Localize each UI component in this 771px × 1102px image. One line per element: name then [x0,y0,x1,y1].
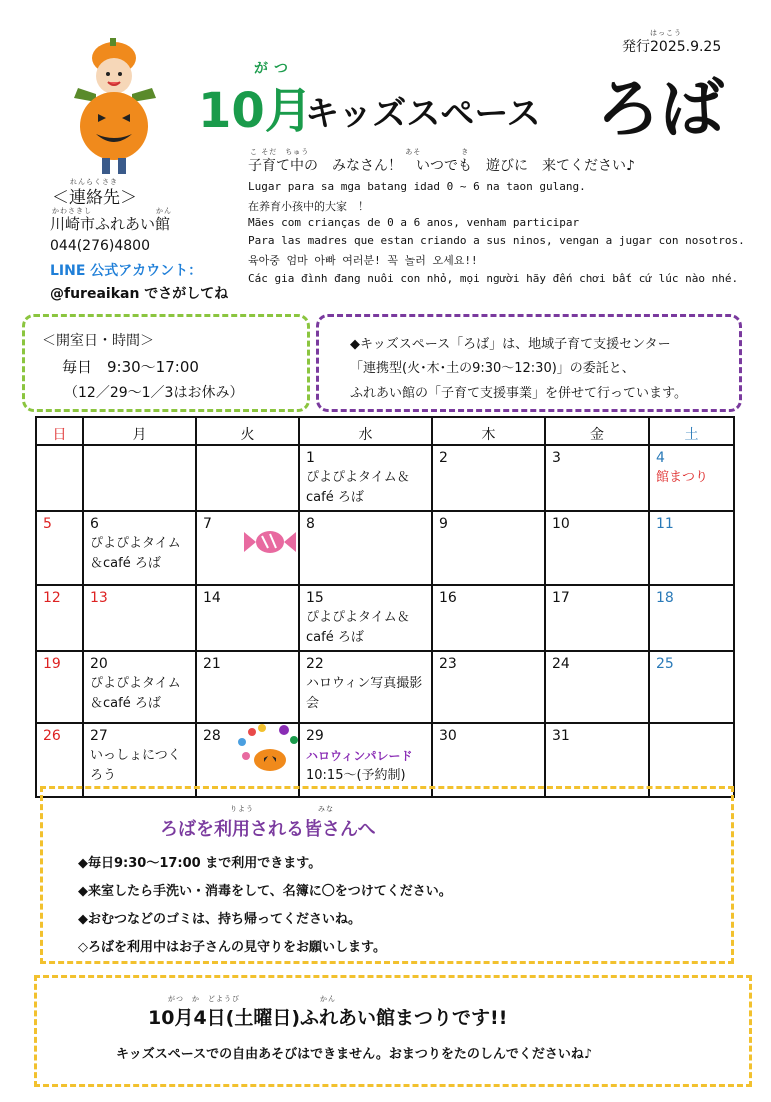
festival-title: 10月4日(土曜日)ふれあい館まつりです!! [148,1007,508,1029]
info-line-3: ふれあい館の「子育て支援事業」を併せて行っています。 [350,386,687,401]
day-number: 28 [203,728,221,744]
day-number: 5 [43,516,52,532]
calendar-day-cell [196,651,299,723]
day-number: 26 [43,728,61,744]
day-number: 3 [552,450,561,466]
calendar-table [35,416,735,798]
weekday-sun: 日 [36,417,83,445]
day-event: ハロウィンパレード [306,749,413,763]
calendar-day-cell [196,445,299,511]
day-number: 7 [203,516,212,532]
day-event: ぴよぴよタイム＆café ろば [306,470,410,505]
issue-date: 発行2025.9.25 [622,39,722,55]
rules-title: ろばを利用される皆さんへ [160,819,376,840]
calendar-day-cell [83,651,196,723]
calendar-day-cell [299,511,432,585]
calendar-day-cell [432,445,545,511]
contact-place: 川崎市ふれあい館 [50,215,171,233]
festival-box [34,975,752,1087]
calendar-day-cell [36,445,83,511]
weekday-header-row [36,417,734,445]
day-number: 16 [439,590,457,606]
title-month: 10月 [198,83,313,139]
candy-illustration [242,524,298,560]
calendar-day-cell [649,585,734,651]
weekday-tue: 火 [196,417,299,445]
day-number: 6 [90,516,99,532]
calendar-day-cell [196,585,299,651]
hours-title: ＜開室日・時間＞ [42,333,154,349]
calendar-day-cell [432,511,545,585]
calendar-day-cell [299,445,432,511]
day-number: 17 [552,590,570,606]
contact-phone: 044(276)4800 [50,238,150,254]
weekday-mon: 月 [83,417,196,445]
info-line-1: ◆キッズスペース「ろば」は、地域子育て支援センター [350,337,671,352]
calendar-week-row [36,585,734,651]
title-roba: ろば [596,73,724,147]
day-number: 4 [656,450,665,466]
calendar-day-cell [299,651,432,723]
greeting-korean: 육아중 엄마 아빠 여러분! 꼭 놀러 오세요!! [248,254,478,267]
day-number: 20 [90,656,108,672]
calendar-day-cell [36,651,83,723]
rule-item-3: ◆おむつなどのゴミは、持ち帰ってくださいね。 [78,912,361,927]
pumpkin-child-illustration [68,38,160,178]
weekday-thu: 木 [432,417,545,445]
calendar-day-cell [649,511,734,585]
calendar-day-cell [649,651,734,723]
day-number: 21 [203,656,221,672]
day-number: 2 [439,450,448,466]
day-event: ハロウィン写真撮影会 [306,676,423,711]
calendar-day-cell [545,445,649,511]
issue-ruby: はっこう [650,29,682,37]
day-number: 11 [656,516,674,532]
hours-every-day: 毎日 9:30〜17:00 [62,358,199,376]
day-event: 館まつり [656,470,709,485]
greeting-spanish: Para las madres que estan criando a sus ninos, vengan a jugar con nosotros. [248,234,745,247]
day-number: 14 [203,590,221,606]
calendar-day-cell [545,585,649,651]
festival-note: キッズスペースでの自由あそびはできません。おまつりをたのしんでくださいね♪ [116,1047,593,1062]
line-account-id: @fureaikan でさがしてね [50,286,229,302]
day-event: ぴよぴよタイム＆café ろば [90,676,181,711]
day-number: 25 [656,656,674,672]
greeting-chinese: 在养育小孩中的大家 ！ [248,200,369,213]
calendar-day-cell [432,651,545,723]
title-main: キッズスペース [305,94,541,134]
title-ruby: がつ [254,61,294,77]
day-number: 29 [306,728,324,744]
line-account-label: LINE 公式アカウント： [50,263,203,279]
rule-item-2: ◆来室したら手洗い・消毒をして、名簿に〇をつけてください。 [78,884,452,899]
day-event: ぴよぴよタイム＆café ろば [306,610,410,645]
calendar-day-cell [545,651,649,723]
greeting-portuguese: Mães com crianças de 0 a 6 anos, venham participar [248,216,580,229]
day-number: 10 [552,516,570,532]
calendar-week-row [36,445,734,511]
day-number: 24 [552,656,570,672]
day-number: 15 [306,590,324,606]
day-event: ぴよぴよタイム＆café ろば [90,536,181,571]
calendar-day-cell [83,585,196,651]
day-number: 22 [306,656,324,672]
day-number: 1 [306,450,315,466]
info-line-2: 「連携型(火･木･土の9:30〜12:30)」の委託と、 [350,361,635,376]
greeting-vietnamese: Các gia đình đang nuôi con nhỏ, mọi người hãy đến chơi bất cứ lúc nào nhé. [248,272,739,285]
calendar-day-cell [299,585,432,651]
day-number: 13 [90,590,108,606]
rule-item-1: ◆毎日9:30〜17:00 まで利用できます。 [78,856,322,871]
day-number: 8 [306,516,315,532]
hours-closed: （12／29〜1／3はお休み） [64,385,244,401]
day-number: 27 [90,728,108,744]
weekday-wed: 水 [299,417,432,445]
calendar-day-cell [36,585,83,651]
day-number: 23 [439,656,457,672]
day-event: いっしょにつくろう [90,748,181,783]
calendar-day-cell [83,445,196,511]
calendar-day-cell [649,445,734,511]
calendar-day-cell [36,511,83,585]
day-number: 30 [439,728,457,744]
calendar-day-cell [432,585,545,651]
day-number: 9 [439,516,448,532]
calendar-week-row [36,651,734,723]
day-number: 19 [43,656,61,672]
day-number: 31 [552,728,570,744]
day-number: 12 [43,590,61,606]
greeting-filipino: Lugar para sa mga batang idad 0 ~ 6 na taon gulang. [248,180,586,193]
greeting-japanese: 子育て中の みなさん！ いつでも 遊びに 来てください♪ [248,158,635,174]
calendar-day-cell [545,511,649,585]
contact-label: ＜連絡先＞ [52,188,137,208]
calendar-day-cell [83,511,196,585]
halloween-sweets-illustration [232,722,304,772]
day-number: 18 [656,590,674,606]
weekday-fri: 金 [545,417,649,445]
day-event-time: 10:15〜(予約制) [306,768,406,783]
weekday-sat: 土 [649,417,734,445]
rule-item-4: ◇ろばを利用中はお子さんの見守りをお願いします。 [78,940,386,955]
calendar-week-row [36,511,734,585]
